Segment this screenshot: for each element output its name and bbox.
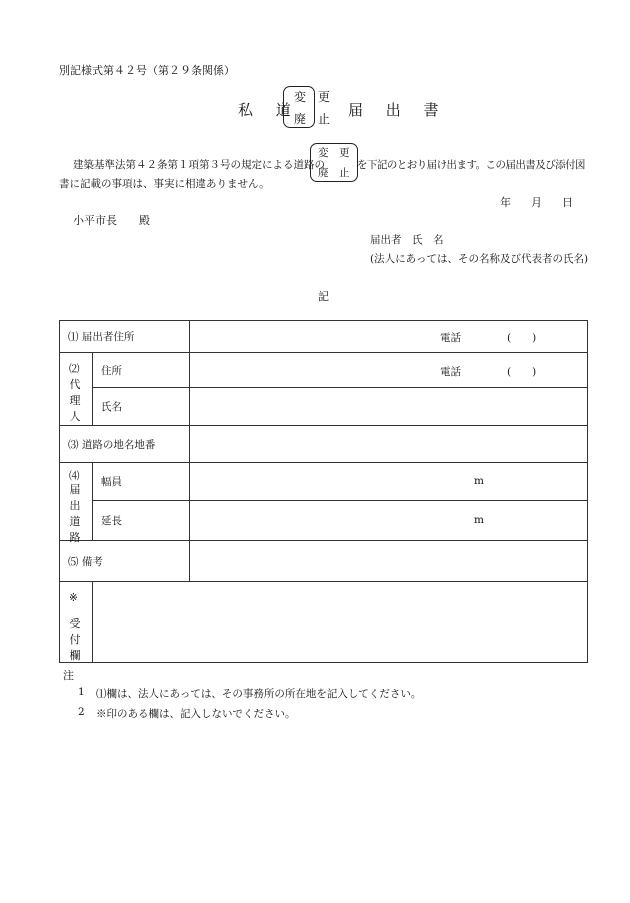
row-agent-address [60,353,588,388]
row-remarks [60,541,588,582]
agent-num: ⑵ [69,363,80,375]
title-bracket-bottom: 廃 止 [294,112,331,126]
date-month: 月 [531,196,542,209]
road-label: 届出道路 [69,483,81,544]
road-width-field[interactable] [190,463,588,501]
form-reference: 別記様式第４２号（第２９条関係） [59,64,235,77]
row-reception [60,582,588,663]
applicant-address-label: ⑴ 届出者住所 [60,321,190,353]
form-table [59,320,588,663]
row-agent-name [60,388,588,426]
agent-address-label: 住所 [93,353,190,388]
row-road-width [60,463,588,501]
note-2-num: 2 [78,706,85,718]
agent-phone-label: 電話 [440,366,461,378]
reception-field [93,582,588,663]
applicant-address-field[interactable] [190,321,588,353]
road-location-field[interactable] [190,426,588,463]
intro-line1-before: 建築基準法第４２条第１項第３号の規定による道路の [73,159,325,171]
agent-address-field[interactable] [190,353,588,388]
intro-line1-after: を下記のとおり届け出ます。この届出書及び添付図 [357,159,586,171]
addressee: 小平市長 殿 [73,214,150,227]
note-2-text: ※印のある欄は、記入しないでください。 [96,708,296,720]
remarks-label: ⑸ 備考 [60,541,190,582]
date-day: 日 [562,196,573,209]
title-bracket-top: 変 更 [294,90,331,104]
road-length-unit: m [474,514,484,526]
road-length-label: 延長 [93,501,190,541]
reception-label: 受付欄 [69,617,81,662]
road-num: ⑷ [69,470,80,482]
applicant-name-label: 届出者 氏 名 [370,234,444,246]
agent-label: 代理人 [69,378,81,423]
phone-label: 電話 [440,332,461,344]
road-length-field[interactable] [190,501,588,541]
ki-heading: 記 [318,290,329,303]
note-1-text: ⑴欄は、法人にあっては、その事務所の所在地を記入してください。 [96,688,422,700]
phone-parens: ( ) [507,332,537,344]
agent-name-field[interactable] [190,388,588,426]
title-prefix: 私 道 [238,101,300,119]
row-road-location [60,426,588,463]
agent-cell [60,353,93,426]
note-1-num: 1 [78,686,85,698]
road-width-label: 幅員 [93,463,190,501]
intro-line2: 書に記載の事項は、事実に相違ありません。 [59,178,270,190]
row-applicant-address [60,321,588,353]
road-cell [60,463,93,544]
intro-bracket-bottom: 廃 止 [318,167,350,179]
road-width-unit: m [474,475,484,487]
intro-bracket-top: 変 更 [318,147,350,159]
notes-heading: 注 [63,669,74,682]
road-location-label: ⑶ 道路の地名地番 [60,426,190,463]
title-suffix: 届 出 書 [348,101,448,119]
reception-mark: ※ [69,592,78,604]
agent-name-label: 氏名 [93,388,190,426]
row-road-length [60,501,588,541]
remarks-field[interactable] [190,541,588,582]
applicant-corp-note: (法人にあっては、その名称及び代表者の氏名) [370,253,589,265]
date-year: 年 [500,196,511,209]
agent-phone-parens: ( ) [507,366,537,378]
reception-cell [60,582,93,663]
